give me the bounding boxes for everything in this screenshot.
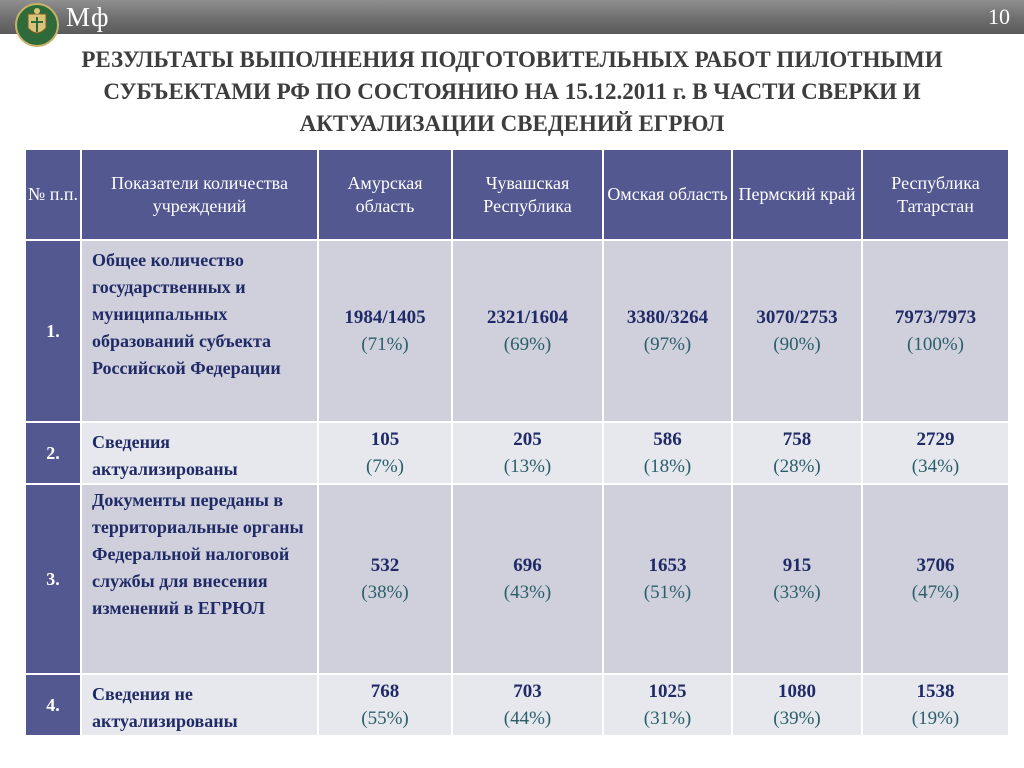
value-cell bbox=[318, 240, 452, 422]
percent-value: (18%) bbox=[643, 456, 692, 477]
count-value: 105 bbox=[370, 429, 400, 450]
count-value: 586 bbox=[653, 429, 682, 450]
count-value: 205 bbox=[513, 429, 542, 450]
count-value: 703 bbox=[513, 681, 542, 702]
value-cell bbox=[452, 484, 603, 674]
percent-value: (33%) bbox=[773, 582, 821, 603]
row-label: Общее количество государственных и муниципальных образований субъекта Российской Федерации bbox=[81, 240, 318, 422]
percent-value: (47%) bbox=[911, 582, 960, 603]
value-cell bbox=[862, 422, 1009, 484]
ministry-emblem-icon bbox=[14, 2, 60, 48]
percent-value: (51%) bbox=[643, 582, 692, 603]
slide-title: РЕЗУЛЬТАТЫ ВЫПОЛНЕНИЯ ПОДГОТОВИТЕЛЬНЫХ РАБОТ ПИЛОТНЫМИ СУБЪЕКТАМИ РФ ПО СОСТОЯНИЮ НА 15.12.2011 г. В ЧАСТИ СВЕРКИ И АКТУАЛИЗАЦИИ СВЕДЕНИЙ ЕГРЮЛ bbox=[81, 47, 943, 136]
value-cell bbox=[603, 674, 732, 736]
row-label: Документы переданы в территориальные органы Федеральной налоговой службы для внесения изменений в ЕГРЮЛ bbox=[81, 484, 318, 674]
header-number: № п.п. bbox=[25, 149, 81, 240]
percent-value: (44%) bbox=[503, 708, 552, 729]
header-chuvash: Чувашская Республика bbox=[452, 149, 603, 240]
percent-value: (90%) bbox=[773, 334, 821, 355]
count-value: 2321/1604 bbox=[486, 307, 569, 328]
row-label: Сведения не актуализированы bbox=[81, 674, 318, 736]
header-perm: Пермский край bbox=[732, 149, 862, 240]
row-number: 4. bbox=[25, 674, 81, 736]
value-cell bbox=[318, 484, 452, 674]
results-table bbox=[24, 148, 1010, 737]
header-indicator: Показатели количества учреждений bbox=[81, 149, 318, 240]
percent-value: (71%) bbox=[361, 334, 409, 355]
percent-value: (39%) bbox=[773, 708, 821, 729]
table-row bbox=[25, 422, 1009, 484]
value-cell bbox=[452, 240, 603, 422]
percent-value: (28%) bbox=[773, 456, 821, 477]
row-number: 1. bbox=[25, 240, 81, 422]
percent-value: (55%) bbox=[361, 708, 409, 729]
row-label: Сведения актуализированы bbox=[81, 422, 318, 484]
top-bar bbox=[0, 0, 1024, 34]
value-cell bbox=[732, 422, 862, 484]
percent-value: (31%) bbox=[643, 708, 692, 729]
slide-number: 10 bbox=[988, 4, 1010, 29]
value-cell bbox=[862, 240, 1009, 422]
value-cell bbox=[603, 422, 732, 484]
value-cell bbox=[862, 674, 1009, 736]
percent-value: (97%) bbox=[643, 334, 692, 355]
percent-value: (13%) bbox=[503, 456, 552, 477]
count-value: 2729 bbox=[916, 429, 955, 450]
percent-value: (19%) bbox=[911, 708, 960, 729]
row-number: 3. bbox=[25, 484, 81, 674]
header-tatarstan: Республика Татарстан bbox=[862, 149, 1009, 240]
value-cell bbox=[603, 484, 732, 674]
count-value: 696 bbox=[513, 555, 542, 576]
brand-mark: Мф bbox=[66, 2, 110, 32]
percent-value: (34%) bbox=[911, 456, 960, 477]
value-cell bbox=[732, 240, 862, 422]
count-value: 3706 bbox=[916, 555, 955, 576]
percent-value: (100%) bbox=[907, 334, 964, 355]
count-value: 1025 bbox=[648, 681, 687, 702]
value-cell bbox=[318, 674, 452, 736]
header-omsk: Омская область bbox=[603, 149, 732, 240]
percent-value: (7%) bbox=[366, 456, 404, 477]
count-value: 1080 bbox=[778, 681, 816, 702]
count-value: 7973/7973 bbox=[894, 307, 977, 328]
value-cell bbox=[603, 240, 732, 422]
count-value: 1653 bbox=[648, 555, 687, 576]
count-value: 758 bbox=[782, 429, 812, 450]
value-cell bbox=[732, 484, 862, 674]
value-cell bbox=[732, 674, 862, 736]
count-value: 768 bbox=[370, 681, 400, 702]
table-row bbox=[25, 240, 1009, 422]
count-value: 3070/2753 bbox=[756, 307, 838, 328]
value-cell bbox=[318, 422, 452, 484]
percent-value: (38%) bbox=[361, 582, 409, 603]
count-value: 1538 bbox=[916, 681, 955, 702]
count-value: 3380/3264 bbox=[626, 307, 709, 328]
percent-value: (43%) bbox=[503, 582, 552, 603]
count-value: 532 bbox=[370, 555, 400, 576]
value-cell bbox=[452, 422, 603, 484]
table-row bbox=[25, 674, 1009, 736]
value-cell bbox=[452, 674, 603, 736]
value-cell bbox=[862, 484, 1009, 674]
row-number: 2. bbox=[25, 422, 81, 484]
count-value: 915 bbox=[782, 555, 812, 576]
percent-value: (69%) bbox=[503, 334, 552, 355]
header-amur: Амурская область bbox=[318, 149, 452, 240]
table-row bbox=[25, 484, 1009, 674]
count-value: 1984/1405 bbox=[344, 307, 426, 328]
table-header-row bbox=[25, 149, 1009, 240]
